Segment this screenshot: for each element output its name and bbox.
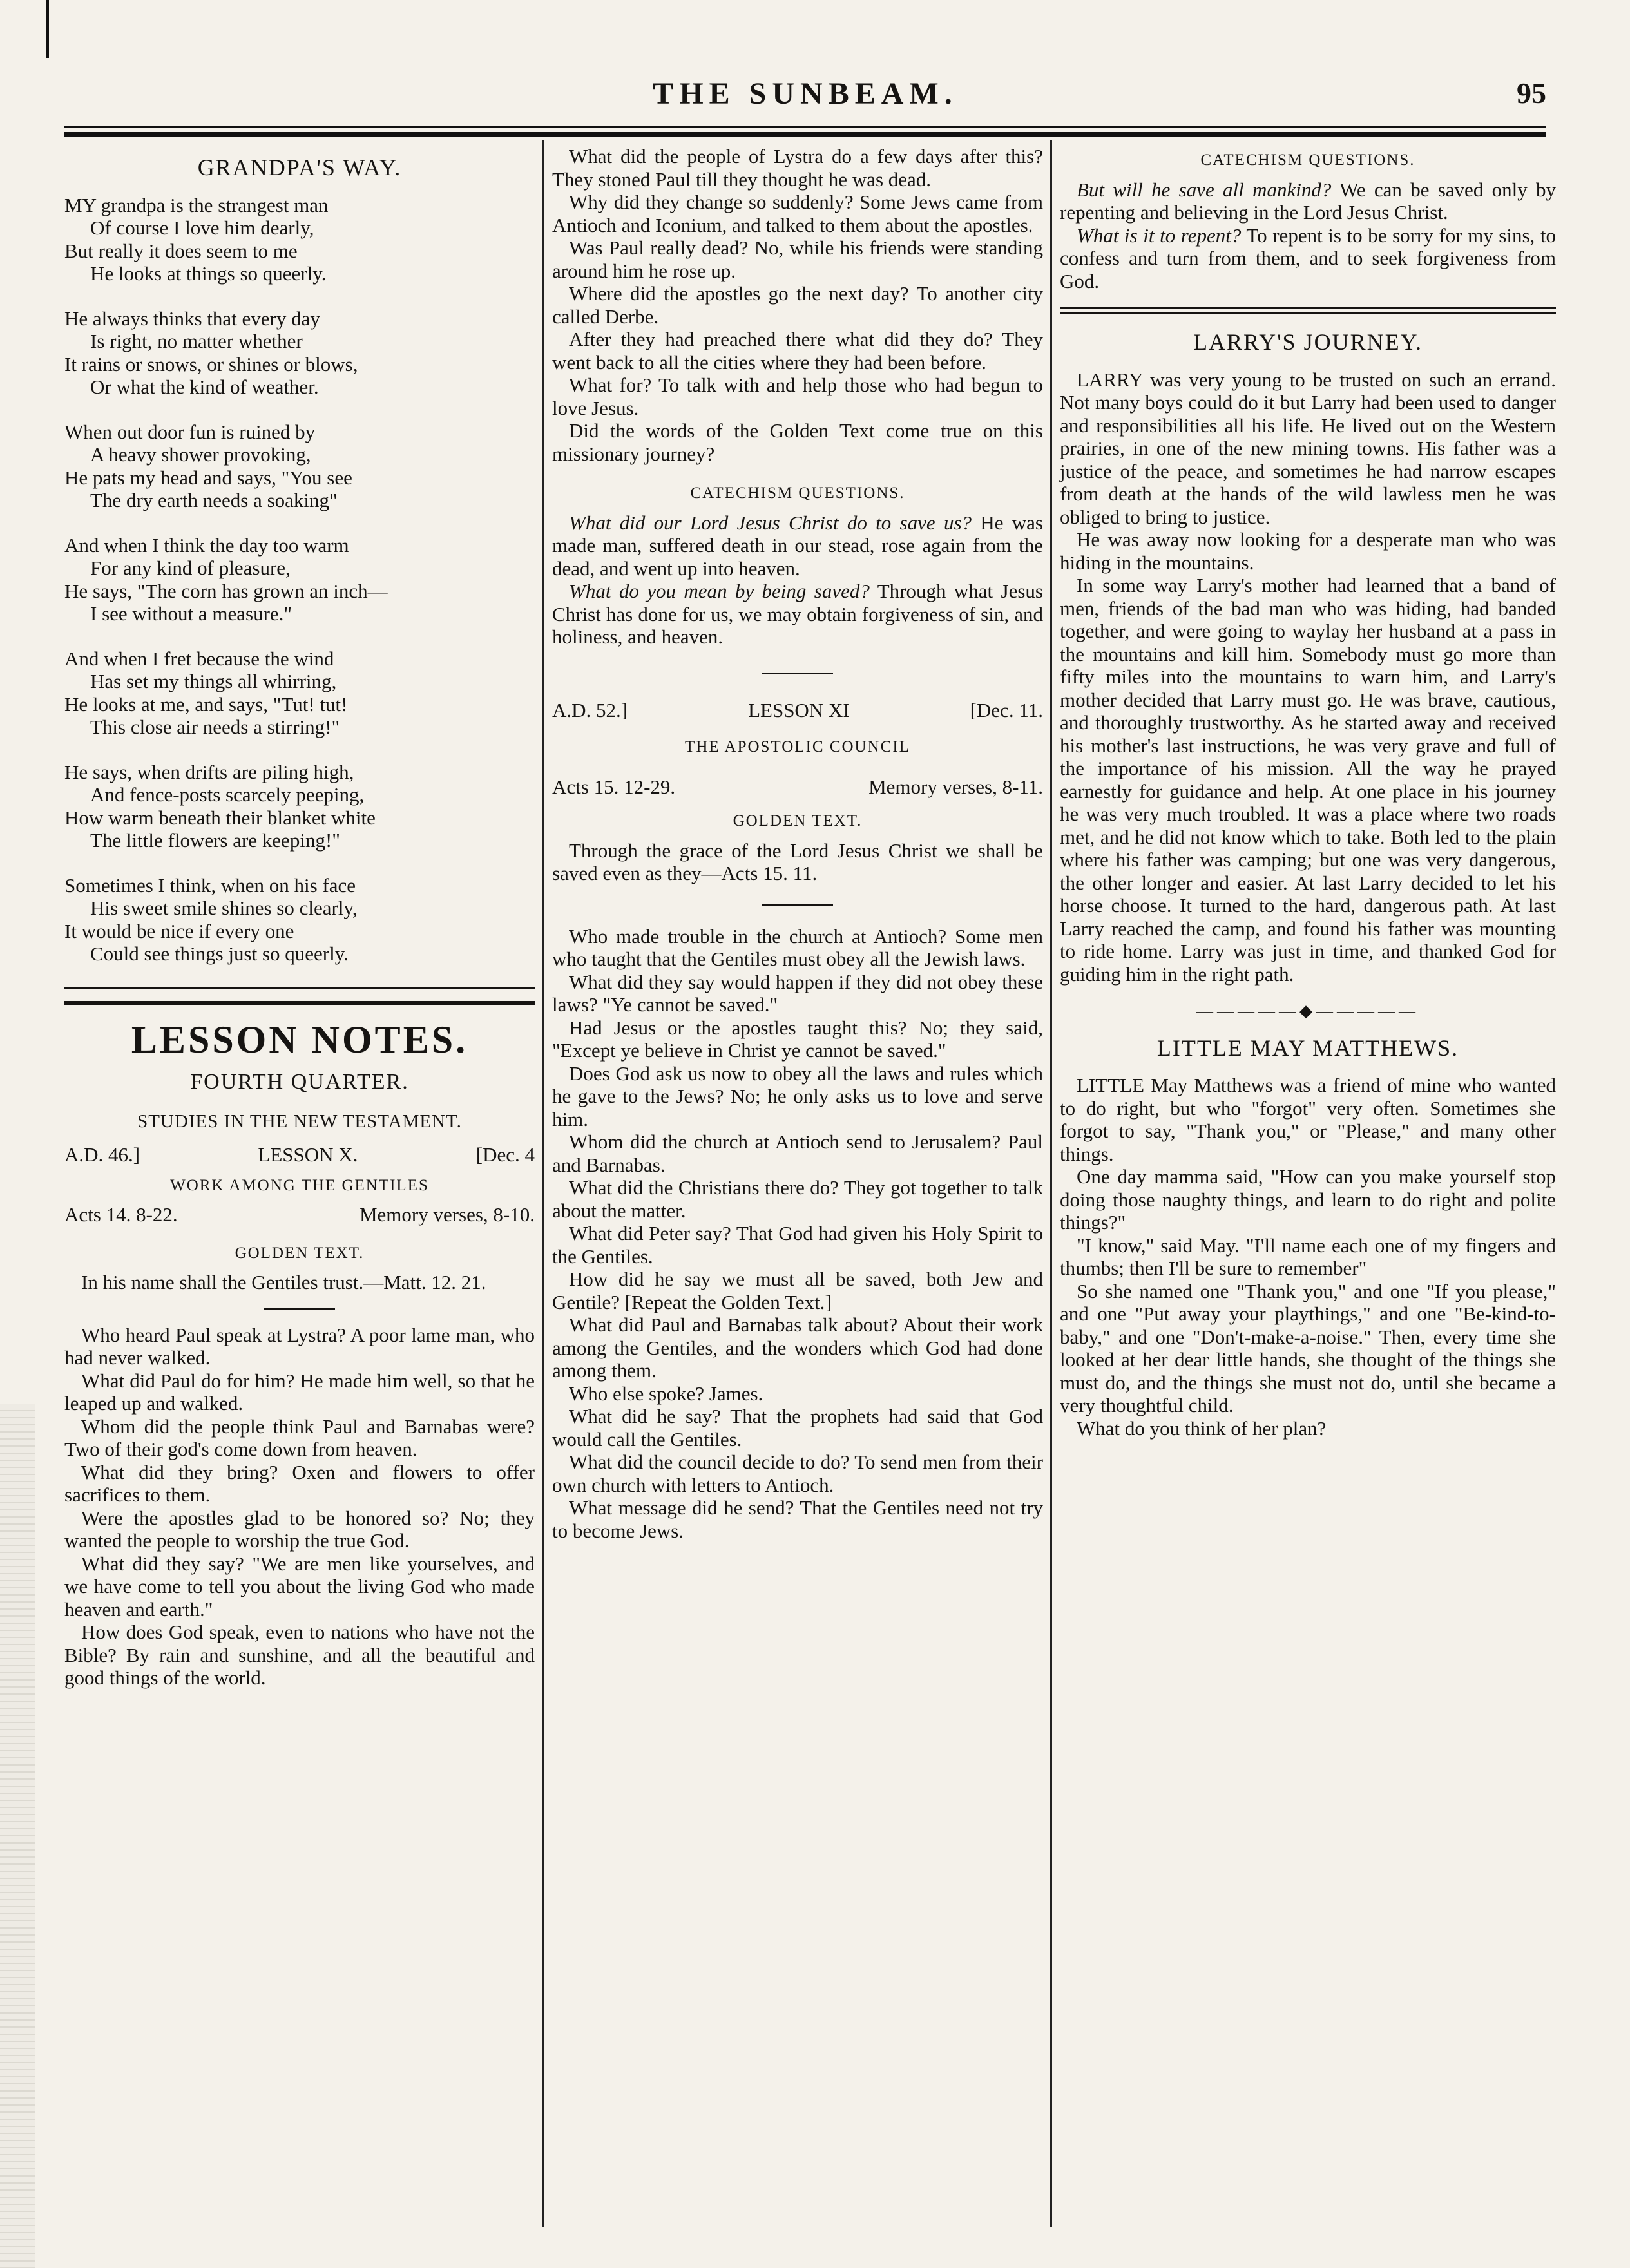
- question-answer: Whom did the church at Antioch send to Jerusalem? Paul and Barnabas.: [552, 1130, 1043, 1176]
- question-answer: After they had preached there what did they do? They went back to all the cities where they had been before.: [552, 328, 1043, 374]
- studies-heading: STUDIES IN THE NEW TESTAMENT.: [137, 1110, 462, 1132]
- question-answer: Why did they change so suddenly? Some Jews came from Antioch and Iconium, and talked to them about the apostles.: [552, 191, 1043, 236]
- lesson-11-memory: Memory verses, 8-11.: [868, 775, 1043, 798]
- story-paragraph: LARRY was very young to be trusted on such an errand. Not many boys could do it but Larry had been used to danger and responsibilities all his life. He lived out on the Western prairies, in one of the new mining towns. His father was a justice of the peace, and sometimes he had narrow escapes from death at the hands of the wild lawless men he was obliged to bring to justice.: [1060, 368, 1556, 528]
- poem-line: He looks at things so queerly.: [90, 262, 327, 285]
- lesson-11-reference: [552, 776, 1043, 799]
- poem-stanza: [64, 761, 535, 852]
- lesson-11-title: THE APOSTOLIC COUNCIL: [685, 738, 910, 756]
- lesson-10-ref: Acts 14. 8-22.: [64, 1203, 178, 1226]
- question-answer: What did Paul do for him? He made him well, so that he leaped up and walked.: [64, 1369, 535, 1415]
- lesson-11-golden-text: Through the grace of the Lord Jesus Christ we shall be saved even as they—Acts 15. 11.: [552, 839, 1043, 884]
- column-2: [552, 145, 1043, 1542]
- page-edge-shading: [0, 1404, 35, 2268]
- question-answer: What did he say? That the prophets had said that God would call the Gentiles.: [552, 1405, 1043, 1451]
- poem-line: How warm beneath their blanket white: [64, 806, 376, 829]
- question-answer: Where did the apostles go the next day? To another city called Derbe.: [552, 282, 1043, 328]
- story-paragraph: What do you think of her plan?: [1077, 1416, 1327, 1440]
- story-paragraph: He was away now looking for a desperate man who was hiding in the mountains.: [1060, 528, 1556, 574]
- poem-line: A heavy shower provoking,: [90, 443, 311, 466]
- lesson-10-reference: [64, 1203, 535, 1226]
- question-answer: What did the people of Lystra do a few days after this? They stoned Paul till they thought he was dead.: [552, 145, 1043, 191]
- lesson-10-date: A.D. 46.]: [64, 1143, 140, 1166]
- short-rule: [264, 1308, 335, 1310]
- question-answer: What for? To talk with and help those who had begun to love Jesus.: [552, 374, 1043, 419]
- question-answer: What did the Christians there do? They got together to talk about the matter.: [552, 1176, 1043, 1222]
- catechism-answer: He was made man, suffered death in our stead, rose again from the dead, and went up into heaven.: [552, 511, 1043, 580]
- section-rule-thick: [64, 1001, 535, 1005]
- lesson-11-questions: [552, 925, 1043, 1543]
- lesson-11-golden-label: GOLDEN TEXT.: [733, 812, 863, 830]
- masthead-title: THE SUNBEAM.: [653, 77, 958, 111]
- lesson-10-golden-text: In his name shall the Gentiles trust.—Matt. 12. 21.: [81, 1271, 486, 1293]
- poem-line: When out door fun is ruined by: [64, 420, 316, 443]
- catechism-question: What is it to repent?: [1077, 224, 1242, 247]
- short-rule: [762, 673, 833, 674]
- column-3: [1060, 145, 1556, 1440]
- story-paragraph: One day mamma said, "How can you make yourself stop doing those naughty things, and learn to do right and polite things?": [1060, 1165, 1556, 1234]
- poem-stanza: [64, 874, 535, 966]
- poem-line: The dry earth needs a soaking": [90, 489, 338, 511]
- question-answer: Who heard Paul speak at Lystra? A poor lame man, who had never walked.: [64, 1323, 535, 1369]
- lesson-11-header: [552, 699, 1043, 722]
- catechism-item: [552, 580, 1043, 649]
- catechism-item: [552, 511, 1043, 580]
- poem-line: For any kind of pleasure,: [90, 557, 291, 579]
- question-answer: Who made trouble in the church at Antioch? Some men who taught that the Gentiles must obey all the Jewish laws.: [552, 924, 1043, 970]
- poem-line: MY grandpa is the strangest man: [64, 193, 329, 216]
- section-rule: [1060, 312, 1556, 314]
- lesson-notes-heading: LESSON NOTES.: [131, 1018, 468, 1061]
- poem-stanza: [64, 194, 535, 285]
- section-rule: [64, 987, 535, 989]
- lesson-11-catechism: [1060, 178, 1556, 293]
- lesson-11-date: A.D. 52.]: [552, 698, 628, 721]
- story-paragraph: In some way Larry's mother had learned that a band of men, friends of the bad man who was hiding, had banded together, and were going to waylay her husband at a pass in the mountains and kill him. Somebody must go more than fifty miles into the mountains to warn him, and Larry's mother decided that Larry must go. He was brave, cautious, and thoroughly trustworthy. As he started away and received his mother's last instructions, he was very grave and full of the importance of his mission. All the way he prayed earnestly for guidance and help. At one place in his journey he was very much troubled. It was a place where two roads met, and he did not know which to take. Both led to the plain where his father was camping; but one was very dangerous, the other longer and easier. At last Larry decided to let his horse choose. It turned to the hard, dangerous path. At last Larry reached the camp, and found his father was mounting to ride home. Larry was just in time, and thanked God for guiding him in the right path.: [1060, 574, 1556, 986]
- question-answer: Were the apostles glad to be honored so? No; they wanted the people to worship the true God.: [64, 1506, 535, 1552]
- poem-line: He looks at me, and says, "Tut! tut!: [64, 692, 348, 716]
- lesson-10-title: WORK AMONG THE GENTILES: [170, 1176, 429, 1194]
- catechism-question: What do you mean by being saved?: [569, 580, 870, 602]
- lesson-10-memory: Memory verses, 8-10.: [359, 1203, 535, 1226]
- question-answer: Does God ask us now to obey all the laws and rules which he gave to the Jews? No; he only asks us to love and serve him.: [552, 1062, 1043, 1130]
- question-answer: Who else spoke? James.: [569, 1382, 763, 1405]
- poem-line: It would be nice if every one: [64, 919, 294, 942]
- masthead: [64, 76, 1546, 128]
- catechism-item: [1060, 224, 1556, 293]
- poem-stanza: [64, 647, 535, 739]
- poem-line: Sometimes I think, when on his face: [64, 873, 356, 897]
- question-answer: What did the council decide to do? To send men from their own church with letters to Antioch.: [552, 1451, 1043, 1496]
- poem-line: And when I fret because the wind: [64, 647, 334, 670]
- masthead-rule-thick: [64, 132, 1546, 137]
- section-rule: [1060, 307, 1556, 309]
- poem-title: GRANDPA'S WAY.: [197, 155, 402, 180]
- poem-line: The little flowers are keeping!": [90, 829, 340, 852]
- lesson-11-day: [Dec. 11.: [970, 698, 1043, 721]
- column-1: [64, 145, 535, 1690]
- poem-line: He says, when drifts are piling high,: [64, 760, 354, 783]
- poem-line: I see without a measure.": [90, 602, 292, 625]
- poem-line: Could see things just so queerly.: [90, 942, 349, 965]
- may-story: [1060, 1074, 1556, 1440]
- catechism-answer: We can be saved only by repenting and believing in the Lord Jesus Christ.: [1060, 178, 1556, 224]
- lesson-10-number: LESSON X.: [258, 1143, 358, 1166]
- question-answer: What message did he send? That the Gentiles need not try to become Jews.: [552, 1496, 1043, 1542]
- poem-line: But really it does seem to me: [64, 239, 298, 262]
- question-answer: What did they bring? Oxen and flowers to offer sacrifices to them.: [64, 1460, 535, 1506]
- may-title: LITTLE MAY MATTHEWS.: [1156, 1034, 1459, 1061]
- column-divider: [1050, 140, 1052, 2227]
- poem-line: Of course I love him dearly,: [90, 216, 314, 239]
- larry-title: LARRY'S JOURNEY.: [1193, 329, 1423, 355]
- question-answer: Whom did the people think Paul and Barnabas were? Two of their god's come down from heaven.: [64, 1415, 535, 1460]
- question-answer: What did they say? "We are men like yourselves, and we have come to tell you about the living God who made heaven and earth.": [64, 1552, 535, 1621]
- lesson-10-questions: [64, 1324, 535, 1690]
- lesson-11-catechism-label: CATECHISM QUESTIONS.: [1200, 151, 1415, 169]
- question-answer: What did they say would happen if they did not obey these laws? "Ye cannot be saved.": [552, 970, 1043, 1016]
- poem-line: He pats my head and says, "You see: [64, 466, 352, 489]
- quarter-heading: FOURTH QUARTER.: [190, 1070, 409, 1094]
- catechism-question: But will he save all mankind?: [1077, 178, 1332, 201]
- story-paragraph: "I know," said May. "I'll name each one of my fingers and thumbs; then I'll be sure to remember": [1060, 1234, 1556, 1279]
- poem-line: Has set my things all whirring,: [90, 670, 337, 692]
- lesson-10-catechism-label: CATECHISM QUESTIONS.: [690, 484, 905, 502]
- poem-line: His sweet smile shines so clearly,: [90, 897, 358, 919]
- column-divider: [542, 140, 544, 2227]
- masthead-rule: [64, 126, 1546, 128]
- poem-line: He always thinks that every day: [64, 307, 320, 330]
- poem-line: And fence-posts scarcely peeping,: [90, 783, 365, 806]
- lesson-11-number: LESSON XI: [748, 698, 850, 721]
- catechism-question: What did our Lord Jesus Christ do to save us?: [569, 511, 972, 534]
- poem-stanza: [64, 421, 535, 512]
- lesson-10-questions-continued: [552, 145, 1043, 465]
- poem-stanza: [64, 534, 535, 625]
- catechism-answer: Through what Jesus Christ has done for us, we may obtain forgiveness of sin, and holiness, and heaven.: [552, 580, 1043, 648]
- poem-body: [64, 194, 535, 966]
- lesson-10-header: [64, 1143, 535, 1167]
- question-answer: What did Paul and Barnabas talk about? About their work among the Gentiles, and the wonders which God had done among them.: [552, 1313, 1043, 1382]
- catechism-item: [1060, 178, 1556, 224]
- poem-line: Is right, no matter whether: [90, 330, 303, 352]
- poem-line: It rains or snows, or shines or blows,: [64, 352, 358, 376]
- question-answer: Did the words of the Golden Text come true on this missionary journey?: [552, 419, 1043, 465]
- margin-rule: [46, 0, 49, 58]
- question-answer: How did he say we must all be saved, both Jew and Gentile? [Repeat the Golden Text.]: [552, 1268, 1043, 1313]
- poem-line: And when I think the day too warm: [64, 533, 349, 557]
- question-answer: What did Peter say? That God had given his Holy Spirit to the Gentiles.: [552, 1222, 1043, 1268]
- poem-line: Or what the kind of weather.: [90, 376, 319, 398]
- lesson-10-golden-label: GOLDEN TEXT.: [235, 1244, 365, 1262]
- lesson-10-catechism: [552, 511, 1043, 649]
- question-answer: Was Paul really dead? No, while his friends were standing around him he rose up.: [552, 236, 1043, 282]
- short-rule: [762, 904, 833, 906]
- catechism-answer: To repent is to be sorry for my sins, to confess and turn from them, and to seek forgiveness from God.: [1060, 224, 1556, 292]
- poem-stanza: [64, 307, 535, 399]
- poem-line: This close air needs a stirring!": [90, 716, 340, 738]
- section-ornament: —————◆—————: [1196, 1002, 1419, 1020]
- question-answer: How does God speak, even to nations who have not the Bible? By rain and sunshine, and all the beautiful and good things of the world.: [64, 1621, 535, 1689]
- poem-line: He says, "The corn has grown an inch—: [64, 579, 388, 602]
- lesson-11-ref: Acts 15. 12-29.: [552, 775, 676, 798]
- story-paragraph: So she named one "Thank you," and one "If you please," and one "Put away your playthings," and one "Be-kind-to-baby," and one "Don't-make-a-noise." Then, every time she looked at her dear little hands, she thought of the things she must do, and the things she must not do, until she became a very thoughtful child.: [1060, 1279, 1556, 1416]
- question-answer: Had Jesus or the apostles taught this? No; they said, "Except ye believe in Christ ye cannot be saved.": [552, 1016, 1043, 1062]
- larry-story: [1060, 368, 1556, 986]
- page-number: 95: [1517, 77, 1546, 110]
- story-paragraph: LITTLE May Matthews was a friend of mine who wanted to do right, but who "forgot" very often. Sometimes she forgot to say, "Thank you," or "Please," and many other things.: [1060, 1074, 1556, 1165]
- lesson-10-day: [Dec. 4: [475, 1143, 535, 1166]
